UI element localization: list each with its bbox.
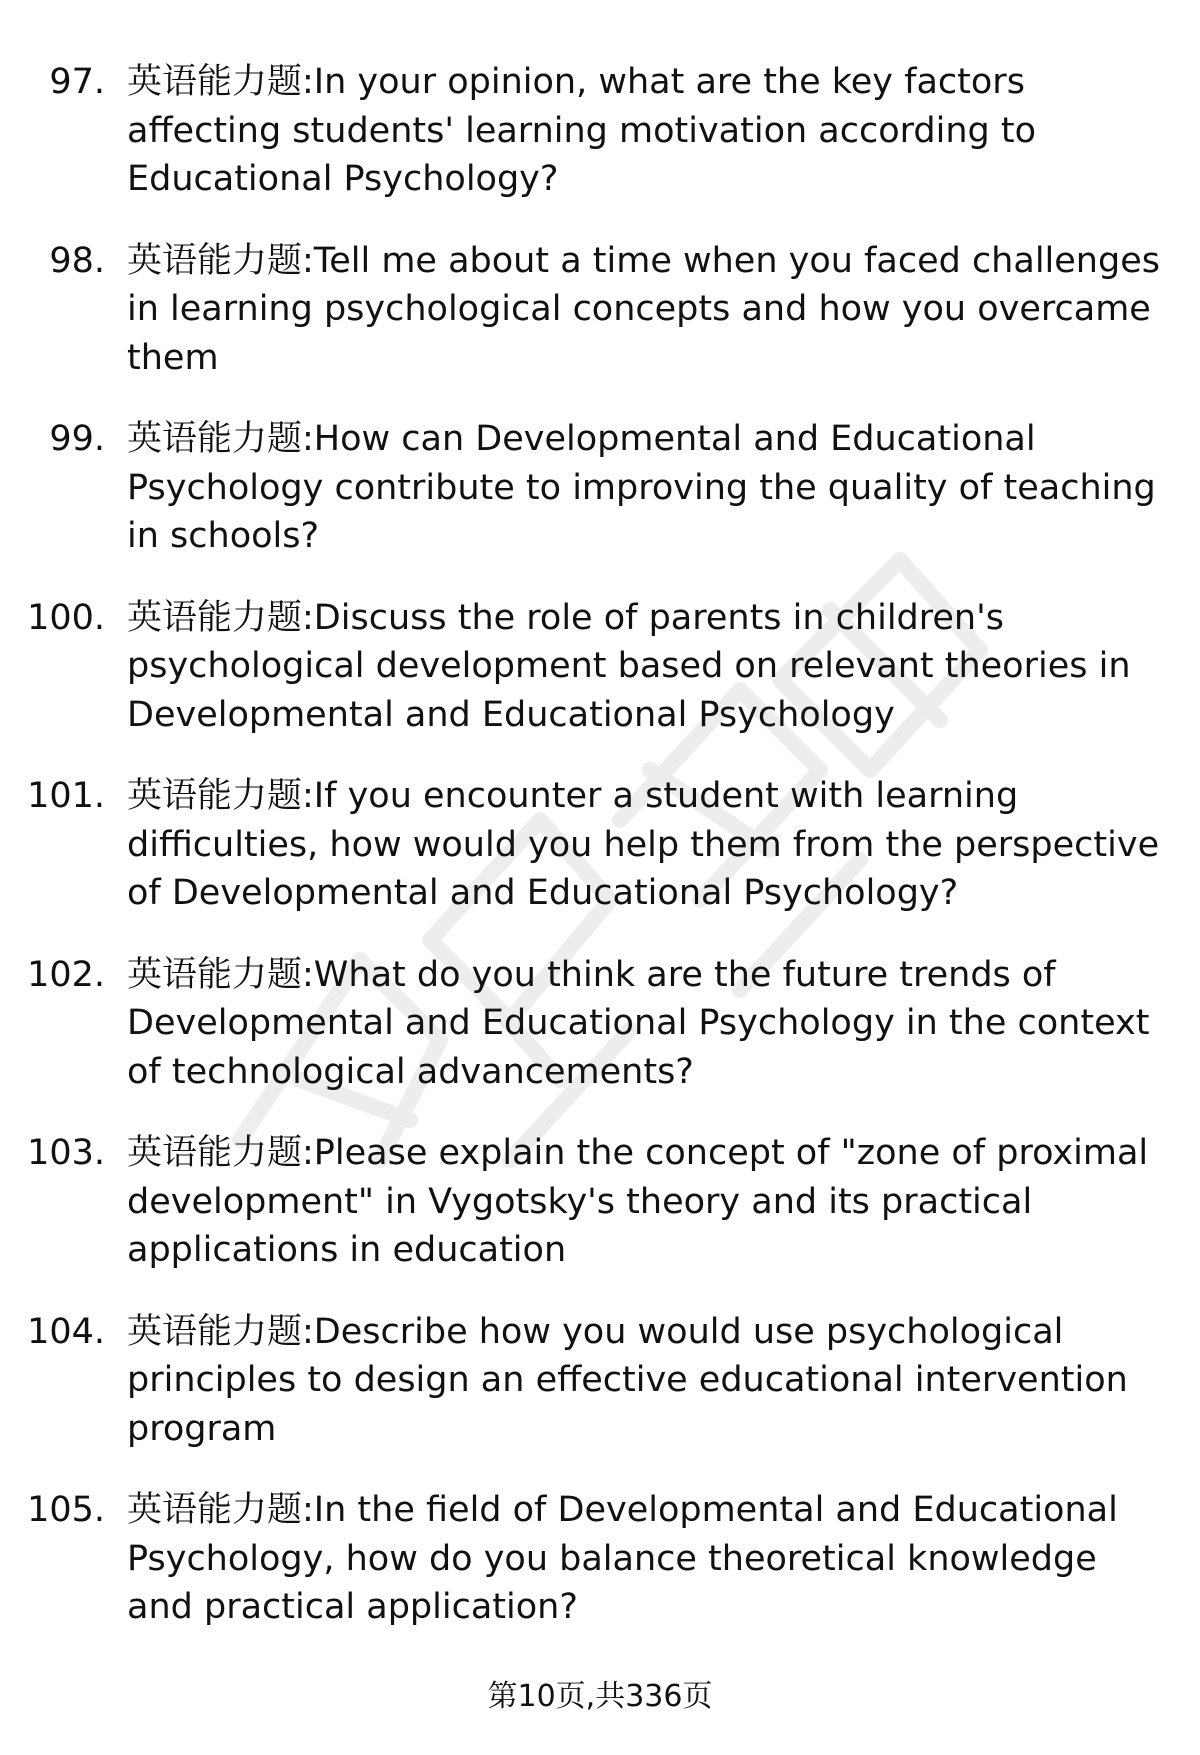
list-item: [0, 1308, 1200, 1454]
list-item: [0, 594, 1200, 740]
question-category-label: 英语能力题:: [127, 419, 314, 459]
question-text-block: [127, 1129, 1167, 1275]
question-text-block: [127, 951, 1167, 1097]
list-item: [0, 58, 1200, 204]
question-number: 103.: [27, 1133, 105, 1173]
question-text: In your opinion, what are the key factors affecting students' learning motivation according to Educational Psychology?: [127, 62, 1037, 199]
question-text: How can Developmental and Educational Psychology contribute to improving the quality of teaching in schools?: [127, 419, 1156, 556]
page-number-footer: 第10页,共336页: [487, 1679, 713, 1714]
question-text-block: [127, 594, 1167, 740]
question-text-block: [127, 772, 1167, 918]
list-item: [0, 772, 1200, 918]
list-item: [0, 415, 1200, 561]
question-category-label: 英语能力题:: [127, 1490, 314, 1530]
question-category-label: 英语能力题:: [127, 62, 314, 102]
question-text: What do you think are the future trends of Developmental and Educational Psychology in the context of technological advancements?: [127, 954, 1150, 1092]
question-number: 101.: [27, 776, 105, 816]
question-text: Please explain the concept of "zone of proximal development" in Vygotsky's theory and its practical applications in education: [127, 1133, 1149, 1270]
question-category-label: 英语能力题:: [127, 1311, 314, 1352]
question-text-block: [127, 1308, 1167, 1454]
question-number: 98.: [49, 240, 105, 281]
question-number: 105.: [27, 1490, 105, 1530]
question-text: Tell me about a time when you faced challenges in learning psychological concepts and how you overcame them: [127, 240, 1160, 378]
question-category-label: 英语能力题:: [127, 597, 314, 638]
question-text: If you encounter a student with learning difficulties, how would you help them from the perspective of Developmental and Educational Psychology?: [127, 776, 1160, 913]
question-category-label: 英语能力题:: [127, 1133, 314, 1173]
question-number: 99.: [49, 419, 105, 459]
question-text-block: [127, 58, 1167, 204]
question-number: 104.: [27, 1311, 105, 1352]
question-number: 97.: [49, 62, 105, 102]
question-number: 102.: [27, 954, 105, 995]
list-item: [0, 951, 1200, 1097]
question-list: [0, 58, 1200, 1665]
question-text: Describe how you would use psychological principles to design an effective educational intervention program: [127, 1311, 1128, 1449]
question-text: In the field of Developmental and Educational Psychology, how do you balance theoretical knowledge and practical application?: [127, 1490, 1118, 1627]
question-number: 100.: [27, 597, 105, 638]
list-item: [0, 1129, 1200, 1275]
list-item: [0, 1486, 1200, 1632]
question-category-label: 英语能力题:: [127, 776, 314, 816]
question-category-label: 英语能力题:: [127, 240, 314, 281]
question-category-label: 英语能力题:: [127, 954, 314, 995]
list-item: [0, 237, 1200, 383]
question-text-block: [127, 1486, 1167, 1632]
question-text: Discuss the role of parents in children's psychological development based on relevant theories in Developmental and Educational Psychology: [127, 597, 1131, 735]
question-text-block: [127, 237, 1167, 383]
question-text-block: [127, 415, 1167, 561]
